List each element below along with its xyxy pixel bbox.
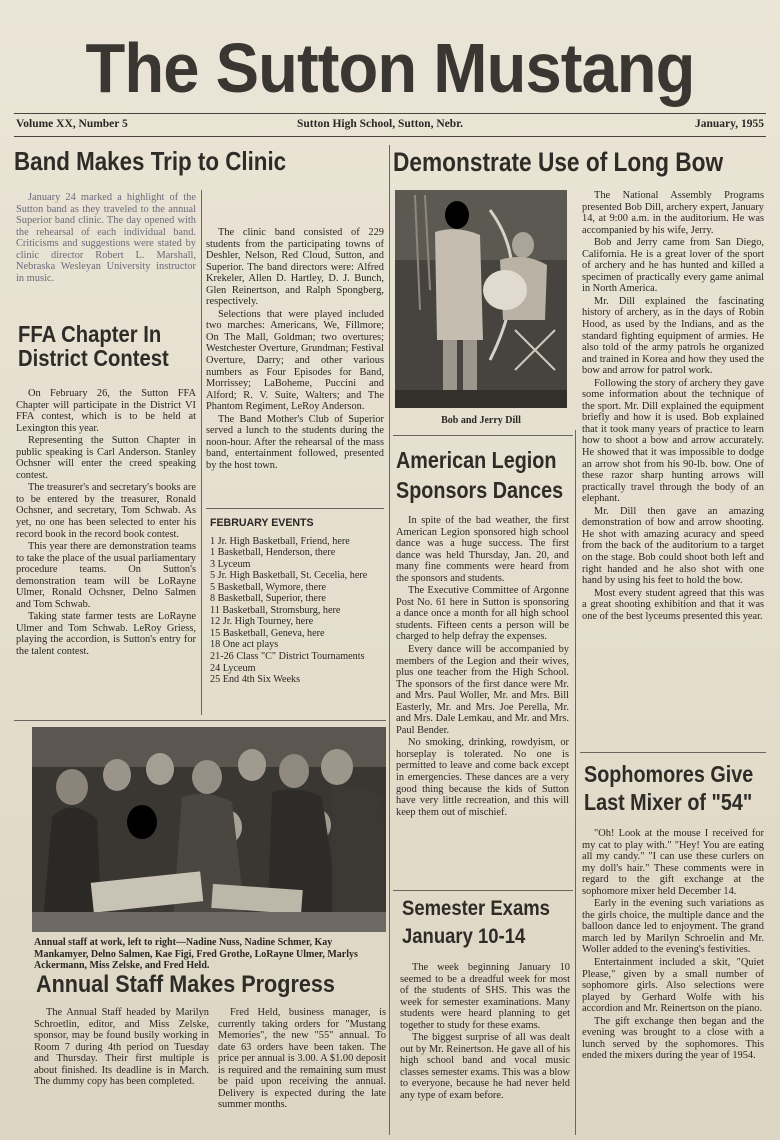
legion-body	[396, 515, 569, 885]
legion-paragraph: In spite of the bad weather, the first American Legion sponsored high school dance was a huge success. The first dance was held Thursday, Jan. 20, and many fine comments were heard from the sponsors and students.	[396, 515, 569, 584]
event-item: 18 One act plays	[210, 639, 279, 651]
longbow-paragraph: Most every student agreed that this was a great shooting exhibition and that it was one of the best lyceums presented this year.	[582, 587, 764, 622]
legion-paragraph: Every dance will be accompanied by members of the Legion and their wives, plus one teacher from the High School. The sponsors of the first dance were Mr. and Mrs. Paul Woller, Mr. and Mrs. Bill Easterly, Mr. and Mrs. Joe Perella, Mr. and Mrs. Dale Lemkau, and Mr. and Mrs. Paul Bender.	[396, 644, 569, 736]
section-divider	[580, 752, 766, 753]
longbow-headline: Demonstrate Use of Long Bow	[393, 147, 724, 177]
dateline	[14, 116, 766, 134]
sophomores-paragraph: Early in the evening such variations as the girls choice, the multiple dance and the balloon dance led to enjoyment. The grand march led by Marilyn Schroelin and Mr. Woller added to the evening's festivities.	[582, 898, 764, 956]
ffa-body	[16, 388, 196, 718]
event-item: 11 Basketball, Stromsburg, here	[210, 604, 341, 616]
event-item: 5 Basketball, Wymore, there	[210, 581, 327, 593]
event-item: 12 Jr. High Tourney, here	[210, 616, 314, 628]
annual-staff-photo	[32, 727, 386, 932]
longbow-paragraph: Following the story of archery they gave some information about the technique of the sport. Mr. Dill explained the equipment briefly and how it is used. Bob explained that it took many years of practice to learn how to shoot a bow and arrow accurately. He showed that it was impossible to dodge an arrow shot from his 90-lb. bow. One of these razor sharp hunting arrows will practically travel through the body of an elephant.	[582, 377, 764, 505]
section-divider	[393, 435, 573, 436]
exams-headline	[402, 898, 552, 948]
annual-staff-photo-image	[32, 727, 386, 932]
longbow-body	[582, 190, 764, 745]
exams-headline-line2: January 10-14	[402, 925, 526, 949]
event-item: 1 Jr. High Basketball, Friend, here	[210, 535, 350, 547]
annual-body-col1	[34, 1007, 209, 1135]
masthead-rule-top	[14, 113, 766, 114]
ffa-headline	[18, 322, 176, 370]
longbow-paragraph: Mr. Dill explained the fascinating history of archery, as in the days of Robin Hood, as used by the Indians, and as the standard fighting equipment of armies. He also told of the army patrols he organized and trained in Korea and how they used the bow and arrow for patrol work.	[582, 295, 764, 377]
school-name: Sutton High School, Sutton, Nebr.	[297, 118, 464, 130]
column-rule	[201, 190, 202, 715]
section-divider	[393, 890, 573, 891]
column-rule	[575, 430, 576, 1135]
event-item: 5 Jr. High Basketball, St. Cecelia, here	[210, 570, 368, 582]
ffa-paragraph: This year there are demonstration teams to take the place of the usual parliamentary procedure teams. On Sutton's demonstration team will be LoRayne Ulmer, Ronald Ochsner, Delno Salmen and Tom Schwab.	[16, 541, 196, 610]
exams-body	[400, 962, 570, 1137]
sophomores-paragraph: The gift exchange then began and the evening was brought to a close with a lunch served by the sophomores. This ended the mixers during the year of 1954.	[582, 1015, 764, 1062]
annual-paragraph: The Annual Staff headed by Marilyn Schroetlin, editor, and Miss Zelske, sponsor, may be found busily working in Room 7 during 4th period on Tuesday and Thursday. Their first multiple is about finished. Its deadline is in March. The dummy copy has been completed.	[34, 1007, 209, 1088]
sophomores-paragraph: "Oh! Look at the mouse I received for my cat to play with." "Hey! You are eating all my candy." "I can use these curlers on my doll's hair." These comments were in regard to the gift exchange at the sophomore mixer held December 14.	[582, 828, 764, 897]
longbow-paragraph: Mr. Dill then gave an amazing demonstration of bow and arrow shooting. He shot with amazing acuracy and speed from the back of the auditorium to a target on the stage. Bob could shoot both left and right handed and he also shot with one hand by using his feet to hold the bow.	[582, 505, 764, 587]
band-paragraph-continued	[206, 192, 384, 226]
ffa-paragraph: The treasurer's and secretary's books are to be entered by the treasurer, Ronald Ochsner, and secretary, Tom Schwab. As yet, no one has been selected to enter his record book in the record book contest.	[16, 482, 196, 540]
exams-paragraph: The biggest surprise of all was dealt out by Mr. Reinertson. He gave all of his high school band and vocal music classes semester exams. This was a blow to everyone, because he had never held any type of exam before.	[400, 1032, 570, 1102]
band-paragraph: January 24 marked a highlight of the Sutton band as they traveled to the annual Superior band clinic. The day opened with the rehearsal of each individual band. Criticisms and suggestions were stated by clinic director Robert L. Marshall, Nebraska Wesleyan University instructor in music.	[16, 192, 196, 282]
annual-paragraph: Fred Held, business manager, is currently taking orders for "Mustang Memories", the new "55" annual. To date 63 orders have been taken. The price per annual is 3.00. A $1.00 deposit is required and the remaining sum must be paid upon receiving the annual. Delivery is expected during the late summer months.	[218, 1007, 386, 1111]
column-rule	[389, 145, 390, 1135]
event-item: 1 Basketball, Henderson, there	[210, 547, 336, 559]
masthead-title: The Sutton Mustang	[85, 29, 695, 107]
dill-photo-image	[395, 190, 567, 408]
legion-headline-line2: Sponsors Dances	[396, 477, 564, 504]
legion-paragraph: No smoking, drinking, rowdyism, or horseplay is tolerated. No one is permitted to leave and come back except in emergencies. These dances are a very good thing because the kids of Sutton have very little recreation, and this will keep them out of mischief.	[396, 737, 569, 818]
event-item: 8 Basketball, Superior, there	[210, 593, 326, 605]
ffa-headline-line2: District Contest	[18, 345, 169, 372]
band-paragraph: The Band Mother's Club of Superior served a lunch to the students during the noon-hour. After the rehearsal of the mass band, entertainment followed, presented by the host town.	[206, 413, 384, 471]
annual-body-col2	[218, 1007, 386, 1135]
legion-headline	[396, 447, 564, 504]
sophomores-paragraph: Entertainment included a skit, "Quiet Please," given by a small number of sophomore girls. Also selections were played by Gerhard Wolfe with his accordion and Mr. Reinertson on the piano.	[582, 957, 764, 1015]
event-item: 3 Lyceum	[210, 558, 251, 570]
longbow-paragraph: The National Assembly Programs presented Bob Dill, archery expert, January 14, at 9:00 a.m. in the auditorium. He was accompanied by his wife, Jerry.	[582, 190, 764, 236]
event-item: 25 End 4th Six Weeks	[210, 674, 301, 686]
legion-paragraph: The Executive Committee of Argonne Post No. 61 here in Sutton is sponsoring a dance once a month for all high school students. Fifteen cents a person will be charged to help defray the expenses.	[396, 585, 569, 643]
masthead-rule-bottom	[14, 136, 766, 137]
events-divider	[206, 508, 384, 509]
ffa-paragraph: Representing the Sutton Chapter in public speaking is Carl Anderson. Stanley Ochsner will enter the creed speaking contest.	[16, 435, 196, 481]
ffa-paragraph: Taking state farmer tests are LoRayne Ulmer and Tom Schwab. LeRoy Griess, playing the accordion, is Sutton's entry for the talent contest.	[16, 611, 196, 658]
ffa-paragraph: On February 26, the Sutton FFA Chapter will participate in the District VI FFA contest, which is to be held at Lexington this year.	[16, 388, 196, 434]
annual-staff-caption: Annual staff at work, left to right—Nadine Nuss, Nadine Schmer, Kay Mankamyer, Delno Salmen, Kae Figi, Fred Grothe, LoRayne Ulmer, Marlys Ackermann, Miss Zelske, and Fred Held.	[34, 937, 358, 972]
band-body-col2	[206, 192, 384, 500]
exams-paragraph: The week beginning January 10 seemed to be a dreadful week for most of the students of SHS. This was the week for semester examinations. Many students were heard planning to get together to study for these exams.	[400, 962, 570, 1031]
event-item: 15 Basketball, Geneva, here	[210, 627, 325, 639]
section-divider	[14, 720, 386, 721]
ffa-headline-line1: FFA Chapter In	[18, 321, 162, 347]
events-title: FEBRUARY EVENTS	[210, 517, 314, 529]
band-paragraph: Selections that were played included two marches: Americans, We, Fillmore; On The Mall, Goldman; two overtures; Westchester Overture, Grundman; Festival Overture, Darry; and other various numbers as Four Episodes for Band, Morrissey; LaBoheme, Puccini and Alford; R. V. Suite, Walters; and The Phantom Regiment, LeRoy Anderson.	[206, 308, 384, 413]
sophomores-body	[582, 828, 764, 1138]
exams-headline-line1: Semester Exams	[402, 897, 550, 920]
band-body-col1	[16, 192, 196, 282]
annual-headline: Annual Staff Makes Progress	[36, 971, 335, 998]
sophomores-headline	[584, 761, 754, 816]
issue-date: January, 1955	[694, 118, 764, 130]
sophomores-headline-line1: Sophomores Give	[584, 761, 754, 787]
event-item: 24 Lyceum	[210, 662, 256, 674]
legion-headline-line1: American Legion	[396, 447, 557, 473]
band-headline: Band Makes Trip to Clinic	[14, 146, 287, 176]
dill-photo-caption: Bob and Jerry Dill	[441, 415, 521, 426]
sophomores-headline-line2: Last Mixer of "54"	[584, 789, 753, 816]
dill-photo	[395, 190, 567, 408]
band-paragraph: The clinic band consisted of 229 students from the participating towns of Deshler, Nelson, Red Cloud, Sutton, and Superior. The band directors were: Alfred Krekeler, Allen D. Hartley, D. J. Bunch, Glen Reinertson, and Ralph Spongberg, respectively.	[206, 227, 384, 308]
longbow-paragraph: Bob and Jerry came from San Diego, California. He is a great lover of the sport of archery and he has hunted and killed a specimen of practically every game animal in North America.	[582, 237, 764, 295]
february-events	[210, 518, 385, 686]
volume-number: Volume XX, Number 5	[16, 118, 128, 130]
event-item: 21-26 Class "C" District Tournaments	[210, 651, 365, 663]
